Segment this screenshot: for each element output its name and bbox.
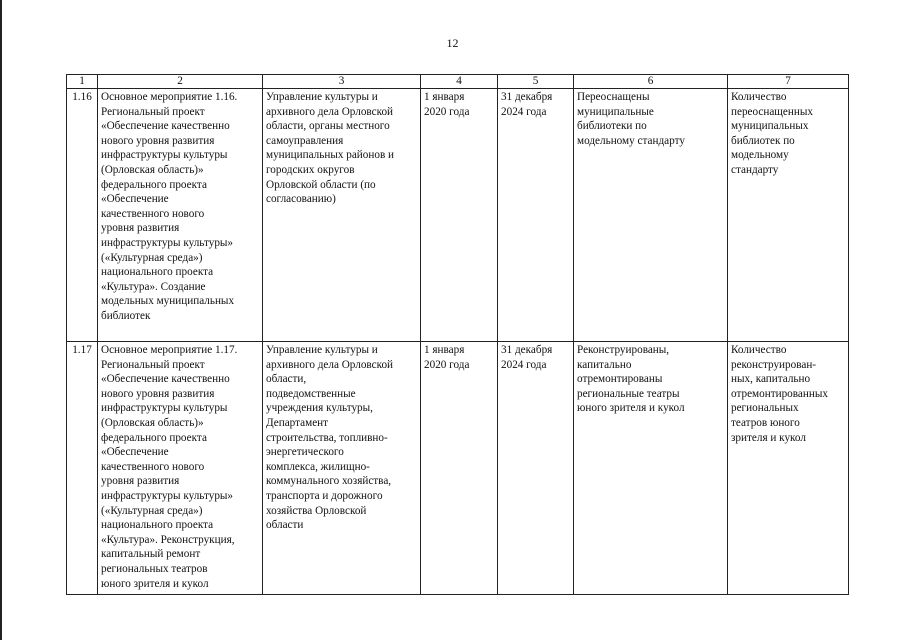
- indicator-cell: [728, 89, 849, 342]
- responsible-cell: [263, 342, 421, 595]
- end-date-text: 31 декабря 2024 года: [501, 344, 553, 371]
- column-header-4: 4: [421, 75, 498, 89]
- result-cell: [574, 342, 728, 595]
- indicator-cell: [728, 342, 849, 595]
- responsible-text: Управление культуры и архивного дела Орловской области, органы местного самоуправления муниципальных районов и городских округов Орловской области (по согласованию): [266, 91, 395, 206]
- table-row: [67, 89, 849, 342]
- row-number: 1.17: [72, 344, 92, 356]
- end-date-cell: [498, 342, 574, 595]
- activities-table: [66, 74, 849, 595]
- result-cell: [574, 89, 728, 342]
- page-left-edge: [0, 0, 2, 640]
- responsible-text: Управление культуры и архивного дела Орловской области, подведомственные учреждения культуры, Департамент строительства, топливно- энергетического комплекса, жилищно- коммунального хозяйства, транспорта и дорожного хозяйства Орловской области: [266, 344, 394, 532]
- start-date-text: 1 января 2020 года: [424, 344, 470, 371]
- table-row: [67, 342, 849, 595]
- end-date-cell: [498, 89, 574, 342]
- column-header-6: 6: [574, 75, 728, 89]
- activity-cell: [98, 342, 263, 595]
- column-header-7: 7: [728, 75, 849, 89]
- activity-text: Основное мероприятие 1.17. Региональный проект «Обеспечение качественно нового уровня развития инфраструктуры культуры (Орловская область)» федерального проекта «Обеспечение качественного нового уровня развития инфраструктуры культуры» («Культурная среда») национального проекта «Культура». Реконструкция, капитальный ремонт региональных театров юного зрителя и кукол: [101, 344, 238, 590]
- row-number-cell: [67, 89, 98, 342]
- table-header-row: [67, 75, 849, 89]
- row-number: 1.16: [72, 91, 92, 103]
- row-number-cell: [67, 342, 98, 595]
- activity-cell: [98, 89, 263, 342]
- column-header-1: 1: [67, 75, 98, 89]
- indicator-text: Количество реконструирован- ных, капитально отремонтированных региональных театров юного зрителя и кукол: [731, 344, 828, 444]
- start-date-cell: [421, 342, 498, 595]
- responsible-cell: [263, 89, 421, 342]
- column-header-5: 5: [498, 75, 574, 89]
- start-date-cell: [421, 89, 498, 342]
- start-date-text: 1 января 2020 года: [424, 91, 470, 118]
- indicator-text: Количество переоснащенных муниципальных библиотек по модельному стандарту: [731, 91, 813, 176]
- column-header-3: 3: [263, 75, 421, 89]
- page-number: 12: [446, 36, 459, 50]
- end-date-text: 31 декабря 2024 года: [501, 91, 553, 118]
- activity-text: Основное мероприятие 1.16. Региональный проект «Обеспечение качественно нового уровня развития инфраструктуры культуры (Орловская область)» федерального проекта «Обеспечение качественного нового уровня развития инфраструктуры культуры» («Культурная среда») национального проекта «Культура». Создание модельных муниципальных библиотек: [101, 91, 238, 322]
- result-text: Переоснащены муниципальные библиотеки по модельному стандарту: [577, 91, 685, 147]
- result-text: Реконструированы, капитально отремонтированы региональные театры юного зрителя и кукол: [577, 344, 685, 415]
- column-header-2: 2: [98, 75, 263, 89]
